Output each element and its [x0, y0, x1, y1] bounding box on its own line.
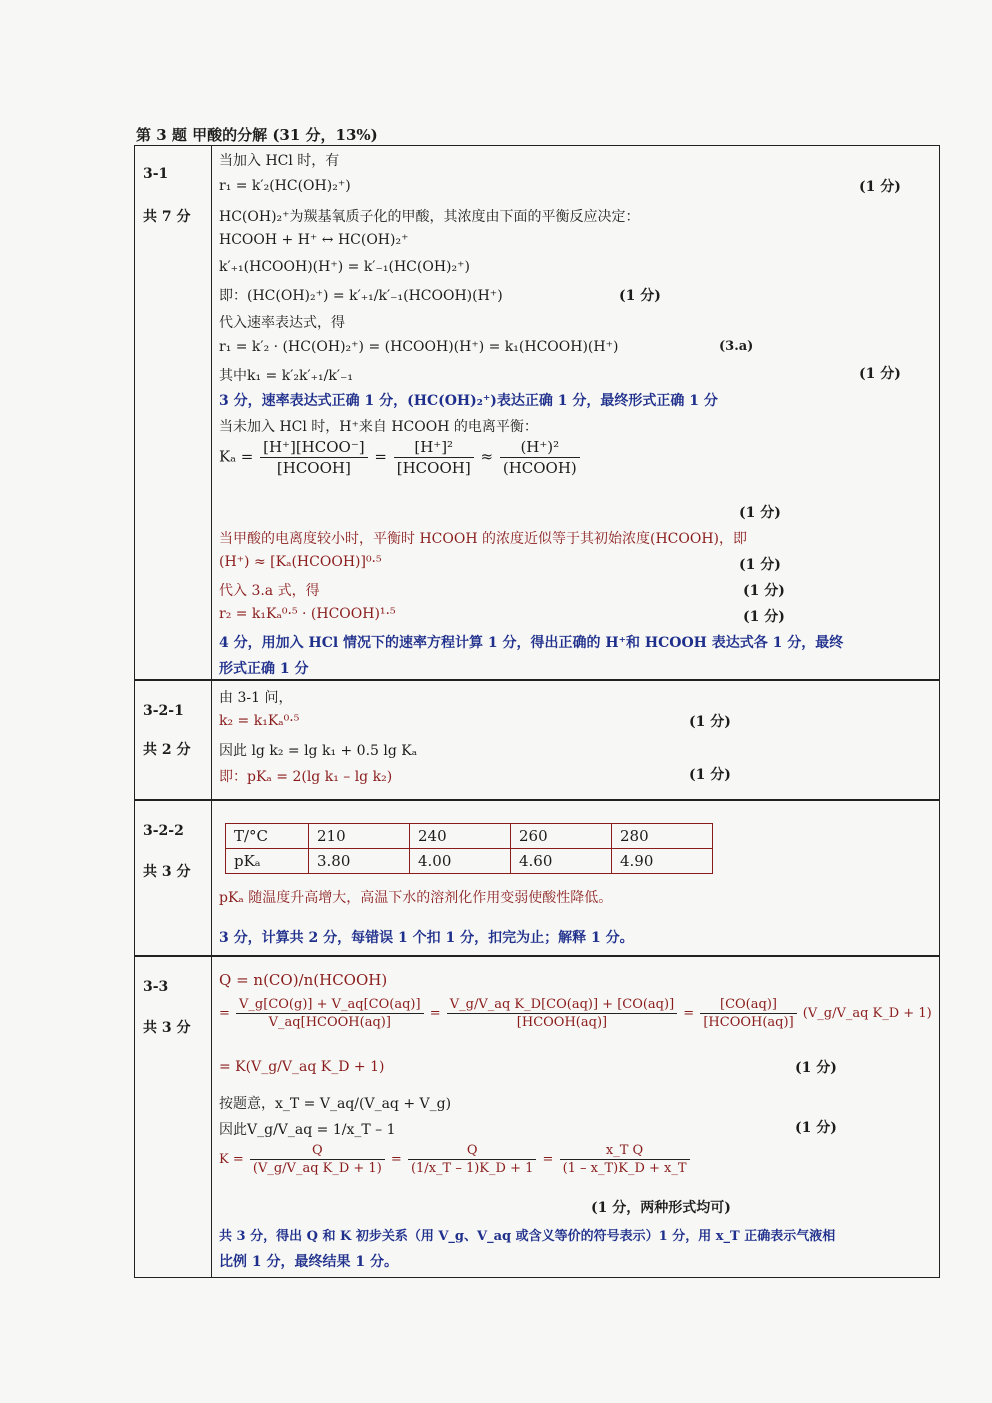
- fraction: [394, 438, 474, 477]
- equals-sign: =: [374, 447, 387, 466]
- points-label: (1 分): [859, 366, 901, 382]
- section-number: 3-1: [143, 166, 169, 182]
- approx-sign: ≈: [480, 447, 494, 466]
- fraction: [260, 438, 367, 477]
- equilibrium-equation: k′₊₁(HCOOH)(H⁺) = k′₋₁(HC(OH)₂⁺): [219, 259, 470, 275]
- section-3-1: [134, 145, 940, 680]
- table-cell: 3.80: [309, 849, 410, 874]
- q-derivation: [219, 997, 932, 1030]
- equation-line: k₂ = k₁Kₐ⁰·⁵: [219, 713, 300, 729]
- table-row: [226, 849, 713, 874]
- denominator: (V_g/V_aq K_D + 1): [252, 1161, 382, 1176]
- text-line: 由 3-1 问，: [219, 690, 293, 706]
- rate-equation: r₁ = k′₂ · (HC(OH)₂⁺) = (HCOOH)(H⁺) = k₁(HCOOH)(H⁺): [219, 339, 619, 355]
- equals-sign: =: [390, 1152, 402, 1167]
- table-cell: 4.60: [511, 849, 612, 874]
- scoring-note: 比例 1 分，最终结果 1 分。: [219, 1254, 398, 1270]
- equals-sign: =: [542, 1152, 554, 1167]
- points-note: (1 分，两种形式均可): [591, 1200, 731, 1216]
- section-number: 3-3: [143, 979, 169, 995]
- section-content: [219, 957, 933, 1277]
- equation-line: Q = n(CO)/n(HCOOH): [219, 971, 388, 989]
- numerator: (H⁺)²: [500, 438, 580, 458]
- numerator: [H⁺][HCOO⁻]: [260, 438, 367, 458]
- section-label-cell: [135, 801, 212, 955]
- text-line: 当未加入 HCl 时，H⁺来自 HCOOH 的电离平衡：: [219, 419, 538, 435]
- table-cell: T/°C: [226, 824, 309, 849]
- numerator: Q: [408, 1143, 536, 1160]
- equals-sign: =: [219, 1006, 230, 1021]
- numerator: Q: [250, 1143, 385, 1160]
- scoring-note: 3 分，速率表达式正确 1 分，(HC(OH)₂⁺)表达正确 1 分，最终形式正确 1 分: [219, 393, 718, 409]
- denominator: [HCOOH]: [396, 459, 471, 477]
- fraction: [250, 1143, 385, 1176]
- equation-line: 即：pKₐ = 2(lg k₁ – lg k₂): [219, 769, 393, 785]
- fraction: [236, 997, 424, 1030]
- fraction: [500, 438, 580, 477]
- numerator: x_T Q: [560, 1143, 690, 1160]
- equation-line: 其中k₁ = k′₂k′₊₁/k′₋₁: [219, 368, 354, 384]
- section-score: 共 2 分: [143, 742, 191, 758]
- text-line: 代入速率表达式，得: [219, 315, 345, 331]
- section-score: 共 3 分: [143, 864, 191, 880]
- fraction: [700, 997, 796, 1030]
- ka-symbol: Kₐ =: [219, 447, 254, 466]
- points-label: (1 分): [859, 179, 901, 195]
- reaction-equation: HCOOH + H⁺ ↔ HC(OH)₂⁺: [219, 232, 409, 248]
- numerator: [H⁺]²: [394, 438, 474, 458]
- text-line: 当加入 HCl 时，有: [219, 153, 340, 169]
- denominator: (HCOOH): [502, 459, 577, 477]
- denominator: V_aq[HCOOH(aq)]: [268, 1015, 391, 1030]
- equals-sign: =: [429, 1006, 441, 1021]
- scoring-note: 形式正确 1 分: [219, 661, 309, 677]
- section-label-cell: [135, 957, 212, 1277]
- points-label: (1 分): [619, 288, 661, 304]
- section-score: 共 7 分: [143, 209, 191, 225]
- rate-equation: r₂ = k₁Kₐ⁰·⁵ · (HCOOH)¹·⁵: [219, 606, 396, 622]
- equation-line: (H⁺) ≈ [Kₐ(HCOOH)]⁰·⁵: [219, 554, 382, 570]
- table-cell: 210: [309, 824, 410, 849]
- equation-tag: (3.a): [719, 339, 754, 354]
- points-label: (1 分): [795, 1120, 837, 1136]
- section-3-2-1: [134, 680, 940, 800]
- table-cell: 4.00: [410, 849, 511, 874]
- section-score: 共 3 分: [143, 1020, 191, 1036]
- table-cell: 4.90: [612, 849, 713, 874]
- scoring-note: 共 3 分，得出 Q 和 K 初步关系（用 V_g、V_aq 或含义等价的符号表示）1 分，用 x_T 正确表示气液相: [219, 1229, 836, 1244]
- points-label: (1 分): [795, 1060, 837, 1076]
- pka-table: [225, 823, 713, 874]
- denominator: [HCOOH(aq)]: [703, 1015, 794, 1030]
- equals-sign: =: [683, 1006, 695, 1021]
- table-cell: pKₐ: [226, 849, 309, 874]
- section-3-2-2: [134, 800, 940, 956]
- section-content: [219, 681, 933, 799]
- k-symbol: K =: [219, 1152, 244, 1167]
- rate-equation: r₁ = k′₂(HC(OH)₂⁺): [219, 178, 351, 194]
- equation-line: 因此 lg k₂ = lg k₁ + 0.5 lg Kₐ: [219, 743, 418, 759]
- points-label: (1 分): [743, 609, 785, 625]
- equation-line: 按题意，x_T = V_aq/(V_aq + V_g): [219, 1096, 452, 1112]
- text-line: HC(OH)₂⁺为羰基氧质子化的甲酸，其浓度由下面的平衡反应决定：: [219, 209, 640, 225]
- denominator: (1 – x_T)K_D + x_T: [562, 1161, 687, 1176]
- fraction: [447, 997, 677, 1030]
- section-content: [219, 801, 933, 955]
- denominator: (1/x_T – 1)K_D + 1: [410, 1161, 534, 1176]
- explanation-text: pKₐ 随温度升高增大，高温下水的溶剂化作用变弱使酸性降低。: [219, 890, 613, 906]
- text-line: 代入 3.a 式，得: [219, 583, 320, 599]
- numerator: [CO(aq)]: [700, 997, 796, 1014]
- points-label: (1 分): [743, 583, 785, 599]
- denominator: [HCOOH(aq)]: [516, 1015, 608, 1030]
- section-number: 3-2-2: [143, 823, 184, 839]
- table-cell: 260: [511, 824, 612, 849]
- table-row: [226, 824, 713, 849]
- points-label: (1 分): [739, 505, 781, 521]
- equation-term: (V_g/V_aq K_D + 1): [802, 1006, 932, 1021]
- table-cell: 240: [410, 824, 511, 849]
- numerator: V_g[CO(g)] + V_aq[CO(aq)]: [236, 997, 424, 1014]
- section-content: [219, 146, 933, 679]
- denominator: [HCOOH]: [276, 459, 351, 477]
- scoring-note: 3 分，计算共 2 分，每错误 1 个扣 1 分，扣完为止；解释 1 分。: [219, 930, 634, 946]
- equation-line: = K(V_g/V_aq K_D + 1): [219, 1059, 385, 1075]
- equation-line: 因此V_g/V_aq = 1/x_T – 1: [219, 1122, 396, 1138]
- fraction: [560, 1143, 690, 1176]
- points-label: (1 分): [689, 714, 731, 730]
- fraction: [408, 1143, 536, 1176]
- table-cell: 280: [612, 824, 713, 849]
- question-title: 第 3 题 甲酸的分解 (31 分，13%): [136, 126, 378, 144]
- section-3-3: [134, 956, 940, 1278]
- section-label-cell: [135, 146, 212, 679]
- points-label: (1 分): [739, 557, 781, 573]
- numerator: V_g/V_aq K_D[CO(aq)] + [CO(aq)]: [447, 997, 677, 1014]
- points-label: (1 分): [689, 767, 731, 783]
- section-label-cell: [135, 681, 212, 799]
- section-number: 3-2-1: [143, 703, 184, 719]
- ka-expression: [219, 438, 582, 477]
- text-line: 当甲酸的电离度较小时，平衡时 HCOOH 的浓度近似等于其初始浓度(HCOOH)，即: [219, 531, 747, 547]
- scoring-note: 4 分，用加入 HCl 情况下的速率方程计算 1 分，得出正确的 H⁺和 HCOOH 表达式各 1 分，最终: [219, 635, 844, 651]
- k-derivation: [219, 1143, 692, 1176]
- equation-line: 即：(HC(OH)₂⁺) = k′₊₁/k′₋₁(HCOOH)(H⁺): [219, 288, 503, 304]
